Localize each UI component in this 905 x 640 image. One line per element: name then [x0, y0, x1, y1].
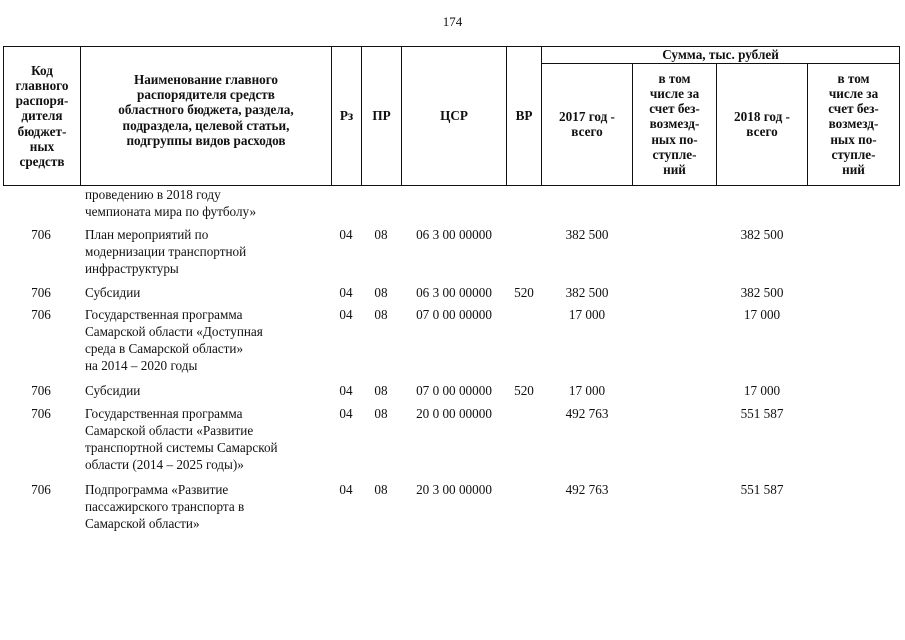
header-2017-gratuitous: в том числе за счет без- возмезд- ных по- ступле- ний	[649, 70, 700, 177]
cell-sum-2018: 17 000	[743, 307, 781, 322]
cell-rz: 04	[339, 406, 353, 421]
cell-name: проведению в 2018 году чемпионата мира по футболу»	[85, 187, 257, 219]
cell-kod: 706	[31, 285, 51, 300]
cell-csr: 07 0 00 00000	[416, 383, 492, 398]
cell-kod: 706	[31, 227, 51, 242]
cell-sum-2018: 17 000	[743, 383, 781, 398]
cell-rz: 04	[339, 307, 353, 322]
cell-rz: 04	[339, 482, 353, 497]
cell-csr: 20 0 00 00000	[416, 406, 492, 421]
cell-pr: 08	[374, 482, 388, 497]
cell-vr: 520	[514, 285, 534, 300]
cell-sum-2017: 492 763	[565, 482, 609, 497]
cell-vr: 520	[514, 383, 534, 398]
cell-kod: 706	[31, 482, 51, 497]
cell-sum-2017: 382 500	[565, 285, 609, 300]
cell-kod: 706	[31, 307, 51, 322]
header-2018-gratuitous: в том числе за счет без- возмезд- ных по- ступле- ний	[828, 70, 879, 177]
cell-name: Государственная программа Самарской области «Доступная среда в Самарской области» на 2014 – 2020 годы	[85, 307, 263, 373]
cell-pr: 08	[374, 285, 388, 300]
cell-name: Субсидии	[85, 285, 141, 300]
cell-sum-2018: 551 587	[740, 406, 784, 421]
header-csr: ЦСР	[440, 108, 468, 124]
page-number: 174	[442, 14, 463, 29]
cell-sum-2018: 382 500	[740, 227, 784, 242]
header-pr: ПР	[372, 108, 391, 124]
cell-csr: 06 3 00 00000	[416, 285, 492, 300]
cell-name: Подпрограмма «Развитие пассажирского транспорта в Самарской области»	[85, 482, 245, 531]
cell-rz: 04	[339, 227, 353, 242]
header-name: Наименование главного распорядителя средств областного бюджета, раздела, подраздела, целевой статьи, подгруппы видов расходов	[118, 72, 294, 148]
cell-sum-2017: 17 000	[568, 307, 606, 322]
cell-pr: 08	[374, 227, 388, 242]
cell-rz: 04	[339, 383, 353, 398]
table-header	[0, 0, 905, 186]
cell-name: Субсидии	[85, 383, 141, 398]
header-rz: Рз	[339, 108, 354, 124]
cell-kod: 706	[31, 383, 51, 398]
cell-csr: 07 0 00 00000	[416, 307, 492, 322]
cell-rz: 04	[339, 285, 353, 300]
cell-sum-2018: 551 587	[740, 482, 784, 497]
header-2018-total: 2018 год - всего	[734, 108, 790, 139]
cell-pr: 08	[374, 383, 388, 398]
cell-sum-2017: 492 763	[565, 406, 609, 421]
cell-sum-2017: 17 000	[568, 383, 606, 398]
cell-name: План мероприятий по модернизации транспортной инфраструктуры	[85, 227, 247, 276]
cell-sum-2018: 382 500	[740, 285, 784, 300]
header-2017-total: 2017 год - всего	[559, 108, 615, 139]
cell-kod: 706	[31, 406, 51, 421]
header-sum: Сумма, тыс. рублей	[662, 47, 779, 63]
cell-csr: 06 3 00 00000	[416, 227, 492, 242]
header-kod: Код главного распоря- дителя бюджет- ных средств	[15, 62, 69, 169]
cell-sum-2017: 382 500	[565, 227, 609, 242]
header-vr: ВР	[515, 108, 533, 124]
cell-name: Государственная программа Самарской области «Развитие транспортной системы Самарской области (2014 – 2025 годы)»	[85, 406, 278, 472]
cell-pr: 08	[374, 406, 388, 421]
cell-pr: 08	[374, 307, 388, 322]
cell-csr: 20 3 00 00000	[416, 482, 492, 497]
